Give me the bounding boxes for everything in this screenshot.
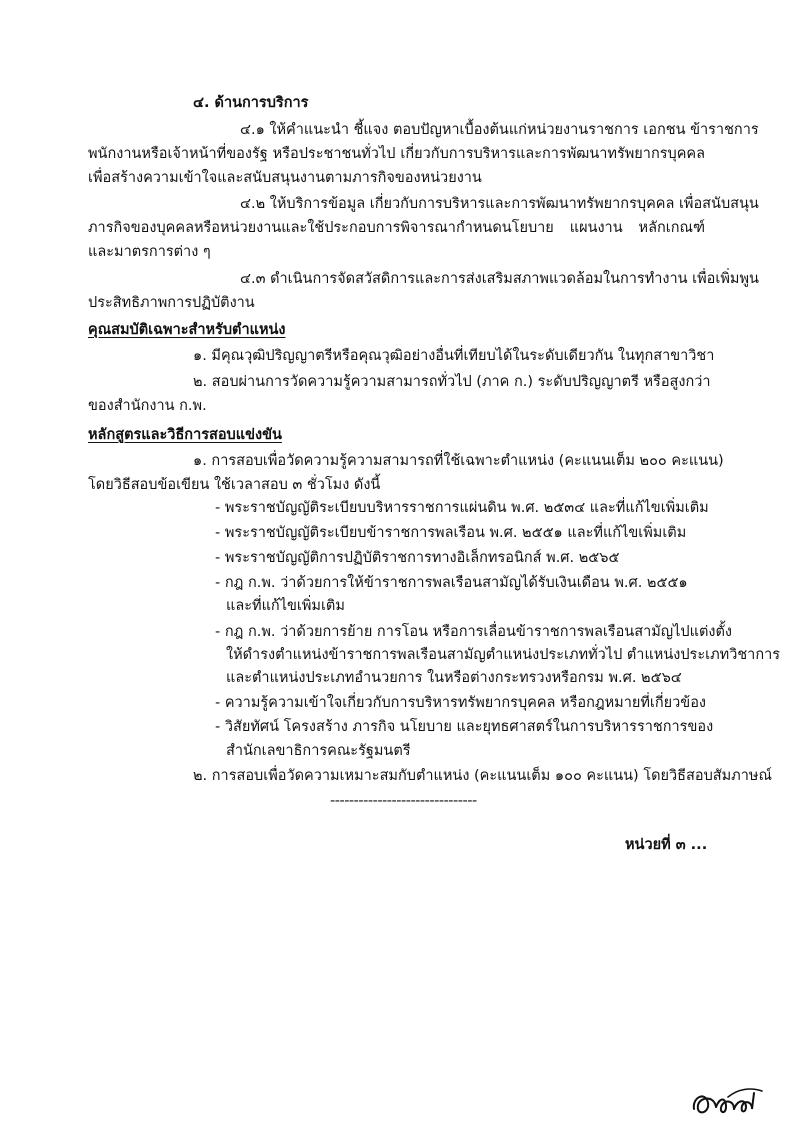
list-item-continuation: และตำแหน่งประเภทอำนวยการ ในหรือต่างกระทรวงหรือกรม พ.ศ. ๒๕๖๔	[226, 670, 682, 686]
paragraph-line: ๒. สอบผ่านการวัดความรู้ความสามารถทั่วไป (ภาค ก.) ระดับปริญญาตรี หรือสูงกว่า	[193, 374, 711, 390]
paragraph-line: ๔.๑ ให้คำแนะนำ ชี้แจง ตอบปัญหาเบื้องต้นแก่หน่วยงานราชการ เอกชน ข้าราชการ	[240, 122, 759, 138]
next-unit-label: หน่วยที่ ๓ ...	[625, 837, 708, 853]
list-item: - พระราชบัญญัติระเบียบบริหารราชการแผ่นดิน พ.ศ. ๒๕๓๔ และที่แก้ไขเพิ่มเติม	[215, 500, 709, 516]
paragraph-line: ๔.๒ ให้บริการข้อมูล เกี่ยวกับการบริหารและการพัฒนาทรัพยากรบุคคล เพื่อสนับสนุน	[240, 196, 759, 212]
paragraph-line: ๑. การสอบเพื่อวัดความรู้ความสามารถที่ใช้เฉพาะตำแหน่ง (คะแนนเต็ม ๒๐๐ คะแนน)	[193, 453, 724, 469]
list-item: - กฎ ก.พ. ว่าด้วยการให้ข้าราชการพลเรือนสามัญได้รับเงินเดือน พ.ศ. ๒๕๕๑	[215, 575, 688, 591]
list-item: - ความรู้ความเข้าใจเกี่ยวกับการบริหารทรัพยากรบุคคล หรือกฎหมายที่เกี่ยวข้อง	[215, 695, 707, 711]
section-heading-services: ๔. ด้านการบริการ	[193, 95, 309, 111]
paragraph-line: ประสิทธิภาพการปฏิบัติงาน	[88, 295, 255, 311]
divider: -------------------------------	[330, 793, 477, 809]
paragraph-line: ภารกิจของบุคคลหรือหน่วยงานและใช้ประกอบการพิจารณากำหนดนโยบาย แผนงาน หลักเกณฑ์	[88, 220, 705, 236]
paragraph-line: ๔.๓ ดำเนินการจัดสวัสดิการและการส่งเสริมสภาพแวดล้อมในการทำงาน เพื่อเพิ่มพูน	[240, 271, 759, 287]
list-item-continuation: สำนักเลขาธิการคณะรัฐมนตรี	[226, 743, 411, 759]
list-item-continuation: และที่แก้ไขเพิ่มเติม	[226, 598, 345, 614]
list-item: - พระราชบัญญัติระเบียบข้าราชการพลเรือน พ.ศ. ๒๕๕๑ และที่แก้ไขเพิ่มเติม	[215, 525, 687, 541]
list-item: - พระราชบัญญัติการปฏิบัติราชการทางอิเล็กทรอนิกส์ พ.ศ. ๒๕๖๕	[215, 550, 620, 566]
paragraph-line: พนักงานหรือเจ้าหน้าที่ของรัฐ หรือประชาชนทั่วไป เกี่ยวกับการบริหารและการพัฒนาทรัพยากรบุคคล	[88, 146, 705, 162]
list-item: - กฎ ก.พ. ว่าด้วยการย้าย การโอน หรือการเลื่อนข้าราชการพลเรือนสามัญไปแต่งตั้ง	[215, 624, 732, 640]
list-item: - วิสัยทัศน์ โครงสร้าง ภารกิจ นโยบาย และยุทธศาสตร์ในการบริหารราชการของ	[215, 719, 714, 735]
paragraph-line: ๒. การสอบเพื่อวัดความเหมาะสมกับตำแหน่ง (คะแนนเต็ม ๑๐๐ คะแนน) โดยวิธีสอบสัมภาษณ์	[193, 768, 772, 784]
paragraph-line: และมาตรการต่าง ๆ	[88, 244, 211, 260]
list-item-continuation: ให้ดำรงตำแหน่งข้าราชการพลเรือนสามัญตำแหน่งประเภททั่วไป ตำแหน่งประเภทวิชาการ	[226, 647, 781, 663]
paragraph-line: เพื่อสร้างความเข้าใจและสนับสนุนงานตามภารกิจของหน่วยงาน	[88, 170, 482, 186]
paragraph-line: โดยวิธีสอบข้อเขียน ใช้เวลาสอบ ๓ ชั่วโมง ดังนี้	[88, 477, 381, 493]
paragraph-line: ของสำนักงาน ก.พ.	[88, 398, 207, 414]
section-heading-qualifications: คุณสมบัติเฉพาะสำหรับตำแหน่ง	[88, 322, 286, 338]
section-heading-curriculum: หลักสูตรและวิธีการสอบแข่งขัน	[88, 427, 282, 443]
paragraph-line: ๑. มีคุณวุฒิปริญญาตรีหรือคุณวุฒิอย่างอื่นที่เทียบได้ในระดับเดียวกัน ในทุกสาขาวิชา	[193, 348, 715, 364]
signature-initials	[688, 1075, 768, 1125]
